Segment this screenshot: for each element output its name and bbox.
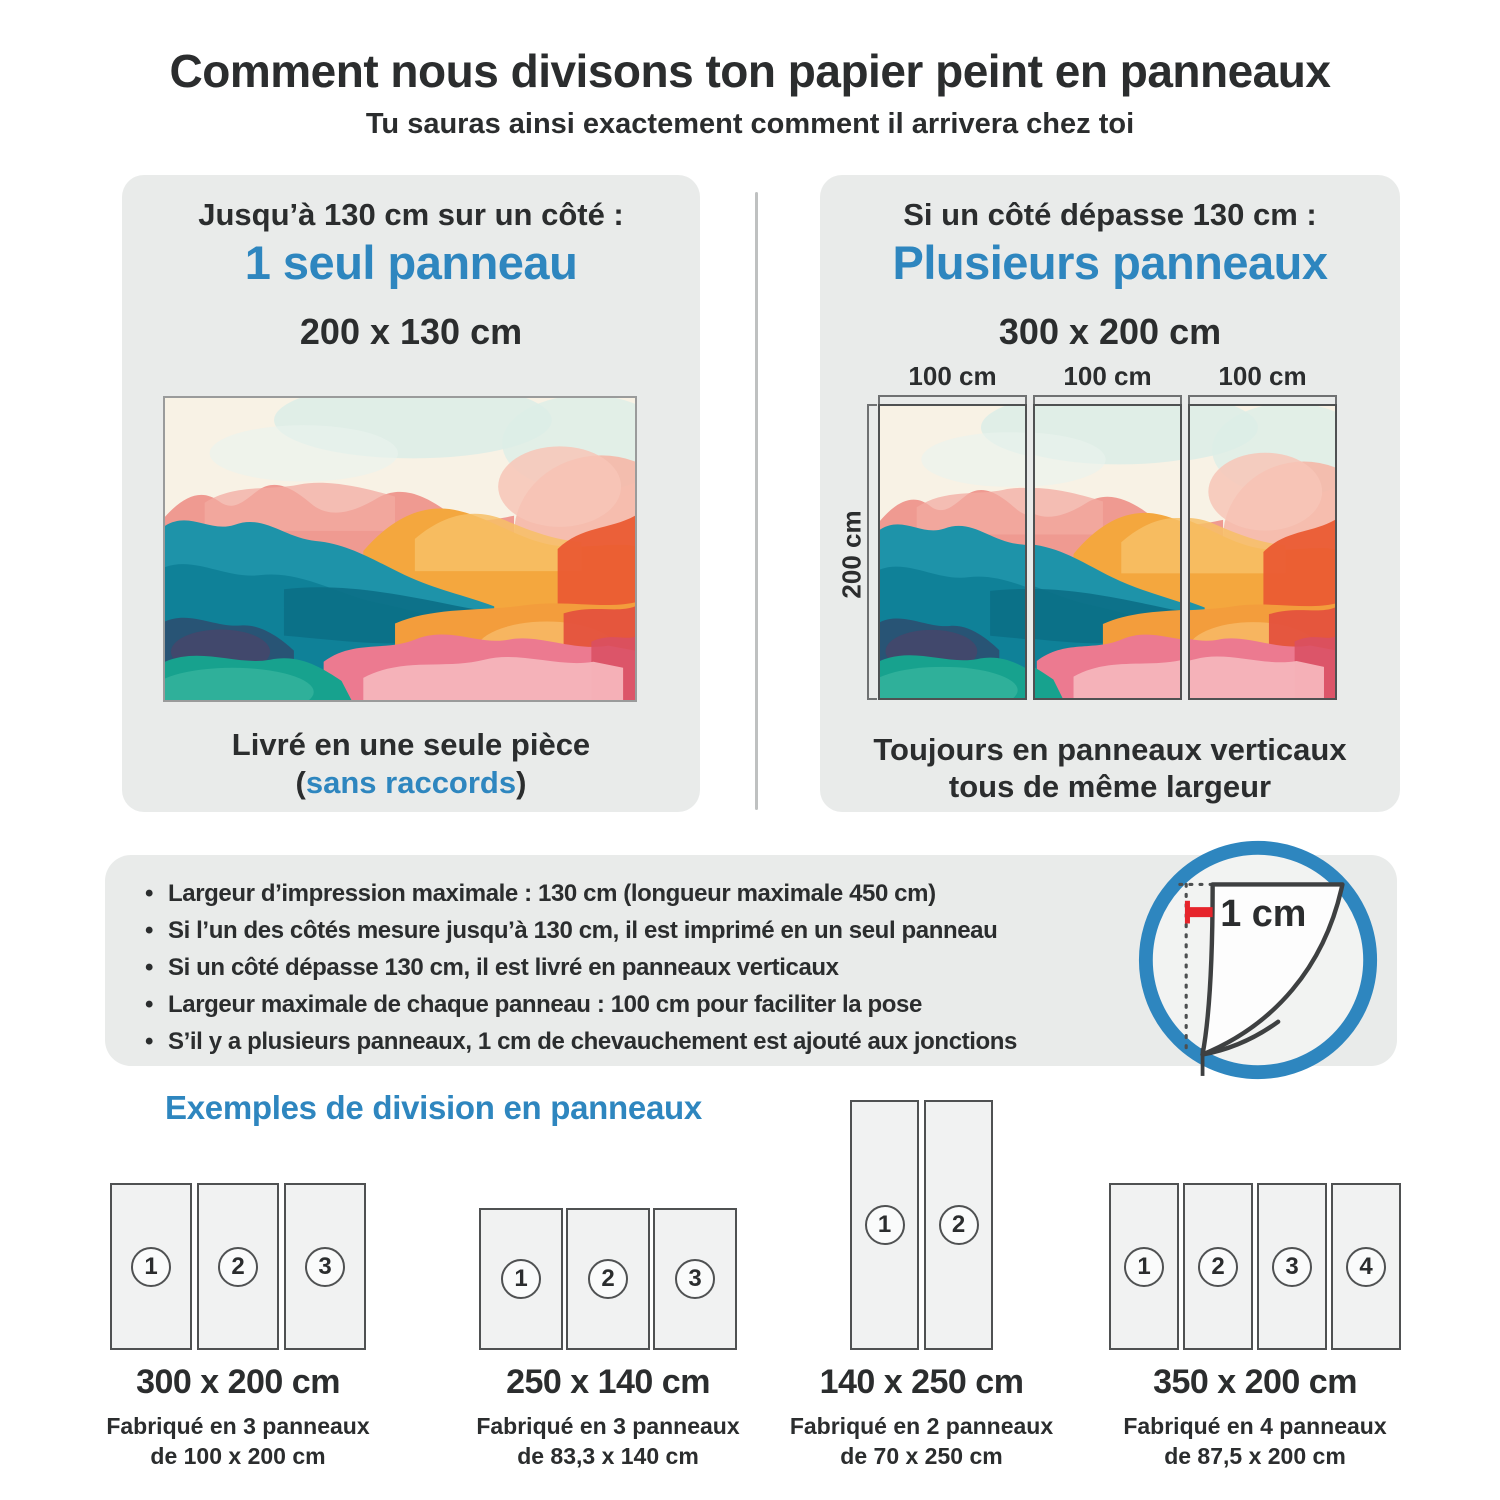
example-desc-line2: de 83,3 x 140 cm [517,1443,699,1469]
single-panel-result: 1 seul panneau [244,236,578,289]
watercolor-artwork [1035,406,1180,698]
caption-line1: Toujours en panneaux verticaux [873,732,1347,767]
caption-paren-close: ) [516,765,527,800]
example-panel [284,1183,366,1350]
example-group-4 [1080,1183,1430,1471]
example-size: 140 x 250 cm [819,1363,1024,1401]
example-desc-line1: Fabriqué en 3 panneaux [106,1413,370,1439]
rule-item: • Si l’un des côtés mesure jusqu’à 130 cm, il est imprimé en un seul panneau [145,912,1397,949]
example-panels-row [63,1183,413,1350]
panel-number-badge: 3 [1272,1247,1312,1287]
example-panel [479,1208,563,1350]
example-group-3 [747,1100,1097,1471]
multi-panel-card [820,175,1400,812]
single-panel-caption [122,726,700,802]
example-panels-row [433,1208,783,1350]
card-divider [755,192,758,810]
split-panel-2 [1033,404,1182,700]
rule-item: • Largeur d’impression maximale : 130 cm (longueur maximale 450 cm) [145,875,1397,912]
watercolor-artwork [165,398,635,700]
caption-highlight: sans raccords [305,765,517,800]
caption-line2: tous de même largeur [948,769,1272,804]
multi-panel-size: 300 x 200 cm [998,311,1222,352]
example-desc-line2: de 70 x 250 cm [840,1443,1003,1469]
rule-item: • Si un côté dépasse 130 cm, il est livré en panneaux verticaux [145,949,1397,986]
example-size: 300 x 200 cm [136,1363,340,1401]
example-panel [924,1100,993,1350]
caption-line1: Livré en une seule pièce [231,727,591,762]
single-panel-card [122,175,700,812]
example-group-2 [433,1208,783,1471]
page-title: Comment nous divisons ton papier peint en panneaux [169,45,1331,97]
example-desc-line1: Fabriqué en 4 panneaux [1123,1413,1387,1439]
wallpaper-artwork [163,396,637,702]
watercolor-artwork [880,406,1025,698]
example-panels-row [747,1100,1097,1350]
example-desc-line2: de 87,5 x 200 cm [1164,1443,1346,1469]
single-panel-size: 200 x 130 cm [299,311,523,352]
overlap-1cm-icon [1132,834,1384,1086]
example-group-1 [63,1183,413,1471]
panel-number-badge: 3 [675,1259,715,1299]
example-panel [1109,1183,1179,1350]
panel-number-badge: 2 [218,1247,258,1287]
panel-number-badge: 1 [131,1247,171,1287]
page-subtitle: Tu sauras ainsi exactement comment il arrivera chez toi [365,108,1135,140]
panel-number-badge: 1 [865,1205,905,1245]
split-panel-3 [1188,404,1337,700]
example-panel [850,1100,919,1350]
panel-width-label: 100 cm [1063,361,1152,391]
example-panel [1183,1183,1253,1350]
example-desc-line1: Fabriqué en 2 panneaux [789,1413,1054,1439]
example-panel [197,1183,279,1350]
examples-heading: Exemples de division en panneaux [165,1089,702,1126]
multi-panel-result: Plusieurs panneaux [892,236,1328,289]
watercolor-artwork [1190,406,1335,698]
panel-number-badge: 2 [1198,1247,1238,1287]
example-desc-line2: de 100 x 200 cm [150,1443,326,1469]
rule-item: • S’il y a plusieurs panneaux, 1 cm de chevauchement est ajouté aux jonctions [145,1023,1397,1060]
panel-width-label: 100 cm [1218,361,1307,391]
example-panel [1331,1183,1401,1350]
panel-width-label: 100 cm [908,361,997,391]
example-desc-line1: Fabriqué en 3 panneaux [476,1413,740,1439]
panel-number-badge: 1 [501,1259,541,1299]
page-curl-icon [1132,834,1384,1086]
single-panel-condition: Jusqu’à 130 cm sur un côté : [198,197,624,232]
rule-item: • Largeur maximale de chaque panneau : 100 cm pour faciliter la pose [145,986,1397,1023]
multi-panel-condition: Si un côté dépasse 130 cm : [903,197,1317,232]
example-panel [110,1183,192,1350]
multi-panel-caption [820,731,1400,805]
overlap-label: 1 cm [1220,892,1307,935]
example-size: 250 x 140 cm [506,1363,710,1401]
caption-paren-open: ( [295,765,306,800]
panel-number-badge: 2 [588,1259,628,1299]
panel-number-badge: 2 [939,1205,979,1245]
example-panel [1257,1183,1327,1350]
split-panels [878,404,1337,700]
example-size: 350 x 200 cm [1153,1363,1357,1401]
example-panels-row [1080,1183,1430,1350]
split-panel-1 [878,404,1027,700]
example-panel [653,1208,737,1350]
example-panel [566,1208,650,1350]
panel-number-badge: 3 [305,1247,345,1287]
panel-number-badge: 1 [1124,1247,1164,1287]
height-label: 200 cm [836,510,867,599]
panel-number-badge: 4 [1346,1247,1386,1287]
height-bracket [867,404,877,700]
